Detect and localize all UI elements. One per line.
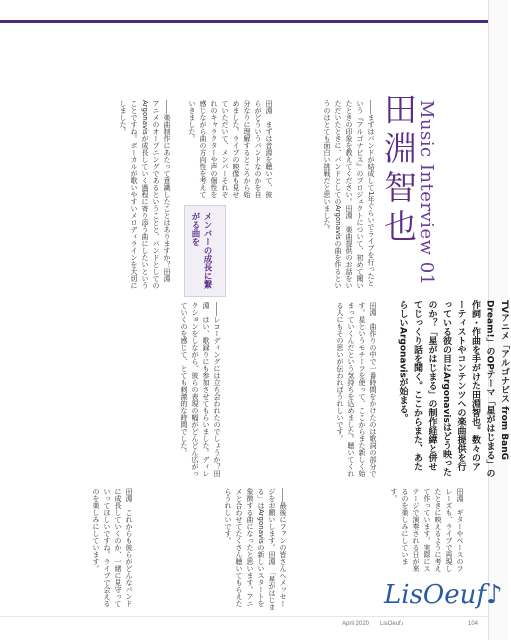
body-column-2: 田淵 まずは音源を聴いて、彼らがどういうバンドなのかを自分なりに理解するところから始めました。ライブの映像も見せていただいて、メンバーそれぞれのキャラクターや声の個性を感じながら曲の方向性を考えていきました。	[188, 100, 273, 198]
body-column-5: ――レコーディングには立ち会われたのでしょうか？田淵 はい、歌録りにも参加させてもらいました。ディレクションをしながら、彼らの表現の幅がどんどん広がっていくのを感じて、とても刺激的な時間でした。	[180, 302, 221, 477]
body-column-1: ――まずはバンドが結成して1年ぐらいでライブを行ったという『アルゴナビス』のプロジェクトについて、初めて聞いたときの印象を教えてください。田淵 楽曲提供のお話をいただいたときに、バンドとしてのArgonavisの曲を作るというのはとても面白い挑戦だと思いました。	[323, 100, 375, 289]
body-column-3: ――楽曲制作にあたって意識したことはありますか？田淵 アニメのオープニングであるということと、バンドとしてのArgonavisが成長していく過程に寄り添う曲にしたいということですね。ボーカルが歌いやすいメロディラインを大切にしました。	[119, 100, 171, 289]
body-column-6: 田淵 ギターやベースのフレーズも、ライブで再現したときに映えるように考えて作っています。実際にステージで演奏される日が来るのを楽しみにしています。	[390, 488, 464, 572]
catchphrase: メンバーの成長に繋がる曲を	[190, 212, 212, 289]
body-column-8: 田淵 これからも彼らがどんなバンドに成長していくのか、一緒に見守っていってほしいですね。ライブで会えるのを楽しみにしています。	[92, 488, 133, 607]
title-japanese: 田淵智也	[379, 92, 418, 248]
footer-date: April 2020	[342, 621, 370, 627]
body-column-7: ――最後にファンの皆さんへメッセージをお願いします。田淵 「星がはじまる」はArgonavisの新しいスタートを象徴する曲になったと思います。アニメと合わせてたくさん聴いてもらえたらうれしいです。	[224, 488, 287, 611]
lead-paragraph: TVアニメ「アルゴナビス from BanG Dream!」のOPテーマ「星がはじまる」の作詞・作曲を手がけた田淵智也。数々のアーティストやコンテンツへの楽曲提供を行っている彼の目にArgonavisはどう映ったのか？「星がはじまる」の制作経緯と併せてじっくり話を聞く。ここからまた、あたらしいArgonavisが始まる。	[397, 300, 509, 478]
body-column-4: 田淵 曲作りの中で一番時間をかけたのは歌詞の部分です。星というモチーフを使って、ここからまた新しく始まっていくんだという気持ちを込めました。聴いてくれる人にもその思いが伝わればうれしいです。	[336, 302, 377, 477]
lisoeuf-logo: LisOeuf♪	[384, 580, 503, 610]
page-number: 104	[468, 621, 479, 627]
top-rule	[0, 20, 488, 23]
title-english: Music Interview 01	[416, 100, 437, 286]
catchphrase-box	[184, 205, 226, 297]
footer-rule	[0, 616, 488, 617]
footer-publication: LisOeuf♪	[380, 621, 404, 627]
